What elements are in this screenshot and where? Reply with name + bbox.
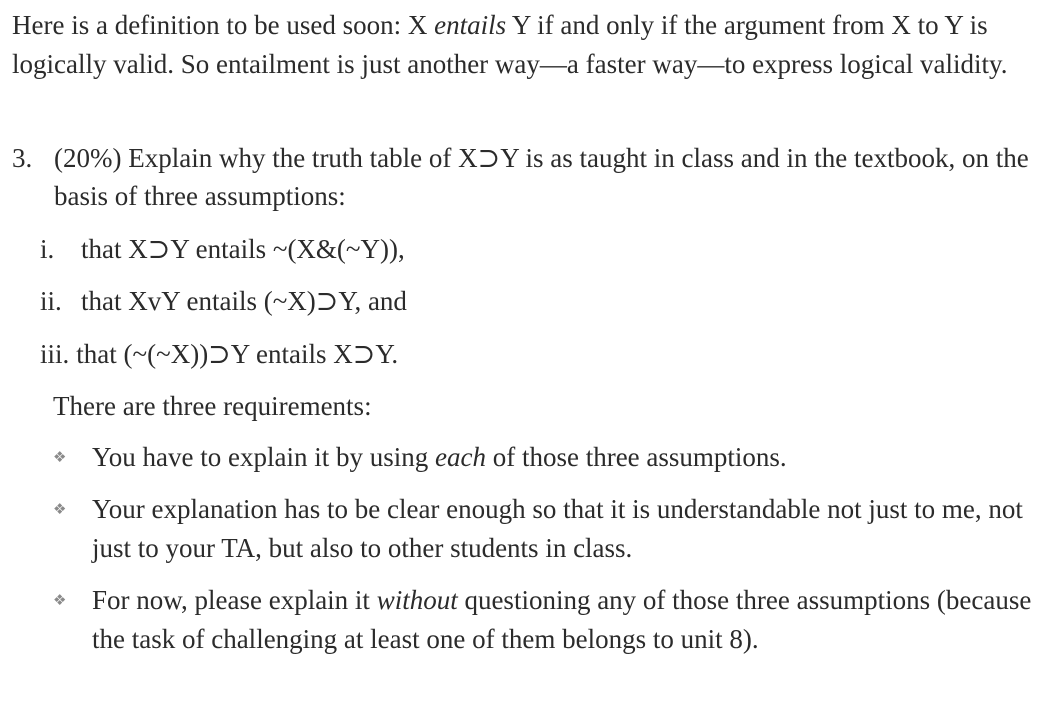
- requirement-text: [92, 490, 1032, 568]
- requirement-text-after: of those three assumptions.: [485, 442, 787, 472]
- assumption-number: i.: [40, 234, 55, 264]
- diamond-bullet-icon: ❖: [53, 591, 67, 609]
- diamond-bullet-icon: ❖: [53, 500, 67, 518]
- requirement-text: [92, 581, 1032, 659]
- definition-text-part2: Y if and only if the argument from X to Y is logically valid. So entailment is just another way—a faster way—to express logical validity.: [12, 10, 1008, 79]
- requirement-text-before: You have to explain it by using: [92, 442, 435, 472]
- entails-term: entails: [434, 10, 507, 40]
- requirement-text-before: For now, please explain it: [92, 585, 377, 615]
- requirement-emphasis: without: [376, 585, 458, 615]
- assumption-item: [40, 230, 405, 268]
- definition-text-part1: Here is a definition to be used soon: X: [12, 10, 435, 40]
- assumption-item: [40, 282, 407, 320]
- assumption-text: that X⊃Y entails ~(X&(~Y)),: [81, 234, 405, 264]
- assumption-number: iii.: [40, 339, 70, 369]
- definition-paragraph: [12, 6, 1042, 83]
- requirement-text-after: questioning any of those three assumptions (because the task of challenging at least one of them belongs to unit 8).: [92, 585, 1032, 654]
- assumption-item: [40, 335, 398, 373]
- question-number: 3.: [12, 143, 33, 173]
- assumption-text: that (~(~X))⊃Y entails X⊃Y.: [76, 339, 399, 369]
- diamond-bullet-icon: ❖: [53, 448, 67, 466]
- assumption-text: that XvY entails (~X)⊃Y, and: [81, 286, 407, 316]
- requirement-text: [92, 438, 1032, 477]
- assumption-number: ii.: [40, 286, 62, 316]
- question-text: (20%) Explain why the truth table of X⊃Y is as taught in class and in the textbook, on the basis of three assumptions:: [54, 143, 1029, 211]
- requirements-heading: There are three requirements:: [53, 391, 372, 421]
- requirement-emphasis: each: [435, 442, 486, 472]
- requirement-text-before: Your explanation has to be clear enough so that it is understandable not just to me, not just to your TA, but also to other students in class.: [92, 494, 1023, 563]
